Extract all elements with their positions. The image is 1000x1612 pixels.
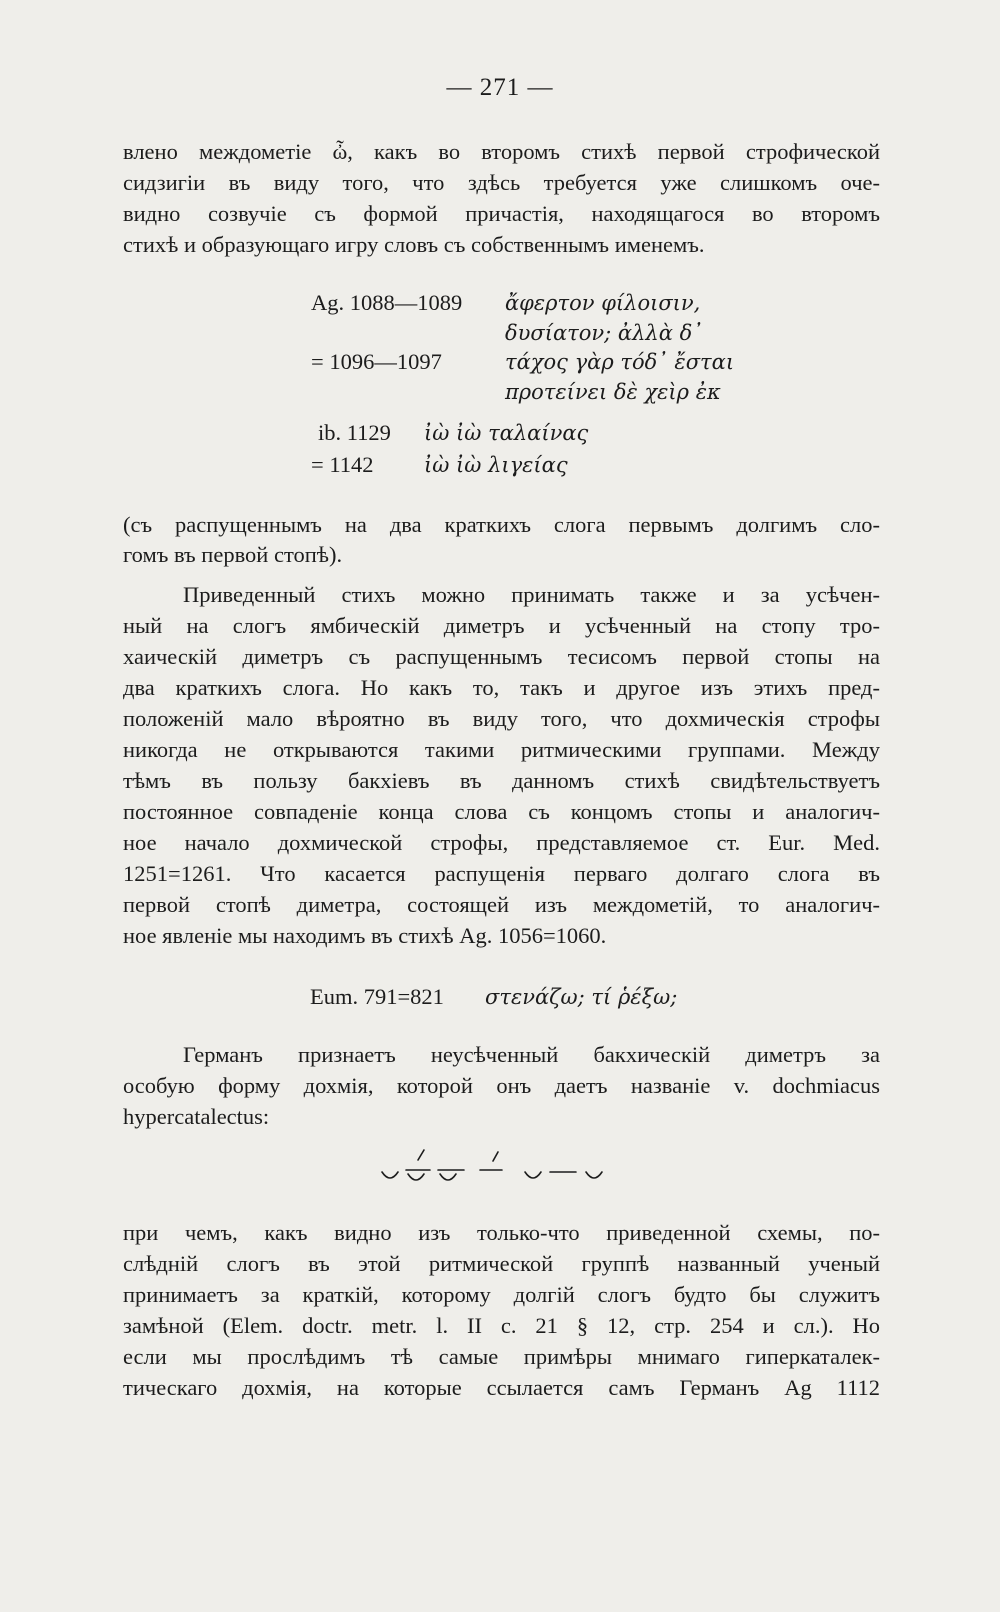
text-line: стихѣ и образующаго игру словъ съ собственнымъ именемъ. bbox=[123, 232, 705, 257]
text-line: замѣной (Elem. doctr. metr. l. II c. 21 § 12, стр. 254 и сл.). Но bbox=[123, 1313, 880, 1338]
text-line: тѣмъ въ пользу бакхіевъ въ данномъ стихѣ свидѣтельствуетъ bbox=[123, 768, 880, 793]
text-line: ный на слогъ ямбическій диметръ и усѣченный на стопу тро- bbox=[123, 613, 880, 638]
text-line: тическаго дохмія, на которые ссылается самъ Германъ Ag 1112 bbox=[123, 1375, 880, 1400]
text-line: при чемъ, какъ видно изъ только-что приведенной схемы, по- bbox=[123, 1220, 880, 1245]
greek-verse: ἄφερτον φίλοισιν, bbox=[505, 291, 701, 315]
text-line: два краткихъ слога. Но какъ то, такъ и другое изъ этихъ пред- bbox=[123, 675, 880, 700]
greek-verse: στενάζω; τί ῥέξω; bbox=[485, 985, 678, 1009]
greek-verse: ἰὼ ἰὼ ταλαίνας bbox=[424, 421, 589, 445]
text-line: хаическій диметръ съ распущеннымъ тесисомъ первой стопы на bbox=[123, 644, 880, 669]
text-line: hypercatalectus: bbox=[123, 1104, 270, 1129]
text-line: гомъ въ первой стопѣ). bbox=[123, 542, 343, 567]
greek-verse: ἰὼ ἰὼ λιγείας bbox=[424, 453, 568, 477]
verse-ref: Eum. 791=821 bbox=[310, 984, 444, 1009]
text-line: положеній мало вѣроятно въ виду того, что дохмическія строфы bbox=[123, 706, 880, 731]
text-line: Приведенный стихъ можно принимать также и за усѣчен- bbox=[183, 582, 880, 607]
text-line: сидзигіи въ виду того, что здѣсь требуется уже слишкомъ оче- bbox=[123, 170, 880, 195]
greek-verse: τάχος γὰρ τόδ᾽ ἔσται bbox=[505, 350, 735, 374]
text-line: первой стопѣ диметра, состоящей изъ междометій, то аналогич- bbox=[123, 892, 880, 917]
text-line: слѣдній слогъ въ этой ритмической группѣ названный ученый bbox=[123, 1251, 880, 1276]
text-line: постоянное совпаденіе конца слова съ концомъ стопы и аналогич- bbox=[123, 799, 880, 824]
text-line: ное явленіе мы находимъ въ стихѣ Ag. 1056=1060. bbox=[123, 923, 607, 948]
text-line: влено междометіе ὦ, какъ во второмъ стихѣ первой строфической bbox=[123, 139, 880, 164]
greek-verse: δυσίατον; ἀλλὰ δ᾽ bbox=[505, 321, 703, 345]
text-line: Германъ признаетъ неусѣченный бакхическій диметръ за bbox=[183, 1042, 880, 1067]
metrical-scheme bbox=[360, 1136, 660, 1206]
text-line: принимаетъ за краткій, которому долгій слогъ будто бы служитъ bbox=[123, 1282, 880, 1307]
verse-ref: = 1096—1097 bbox=[311, 349, 442, 374]
verse-ref: Ag. 1088—1089 bbox=[311, 290, 463, 315]
verse-ref: ib. 1129 bbox=[318, 420, 391, 445]
text-line: особую форму дохмія, которой онъ даетъ названіе v. dochmiacus bbox=[123, 1073, 880, 1098]
verse-ref: = 1142 bbox=[311, 452, 374, 477]
greek-verse: προτείνει δὲ χεὶρ ἐκ bbox=[505, 380, 721, 404]
text-line: 1251=1261. Что касается распущенія перваго долгаго слога въ bbox=[123, 861, 880, 886]
text-line: ное начало дохмической строфы, представляемое ст. Eur. Med. bbox=[123, 830, 880, 855]
text-line: если мы прослѣдимъ тѣ самые примѣры мнимаго гиперкаталек- bbox=[123, 1344, 880, 1369]
text-line: (съ распущеннымъ на два краткихъ слога первымъ долгимъ сло- bbox=[123, 512, 880, 537]
page-number: — 271 — bbox=[446, 74, 554, 101]
text-line: видно созвучіе съ формой причастія, находящагося во второмъ bbox=[123, 201, 880, 226]
text-line: никогда не открываются такими ритмическими группами. Между bbox=[123, 737, 880, 762]
